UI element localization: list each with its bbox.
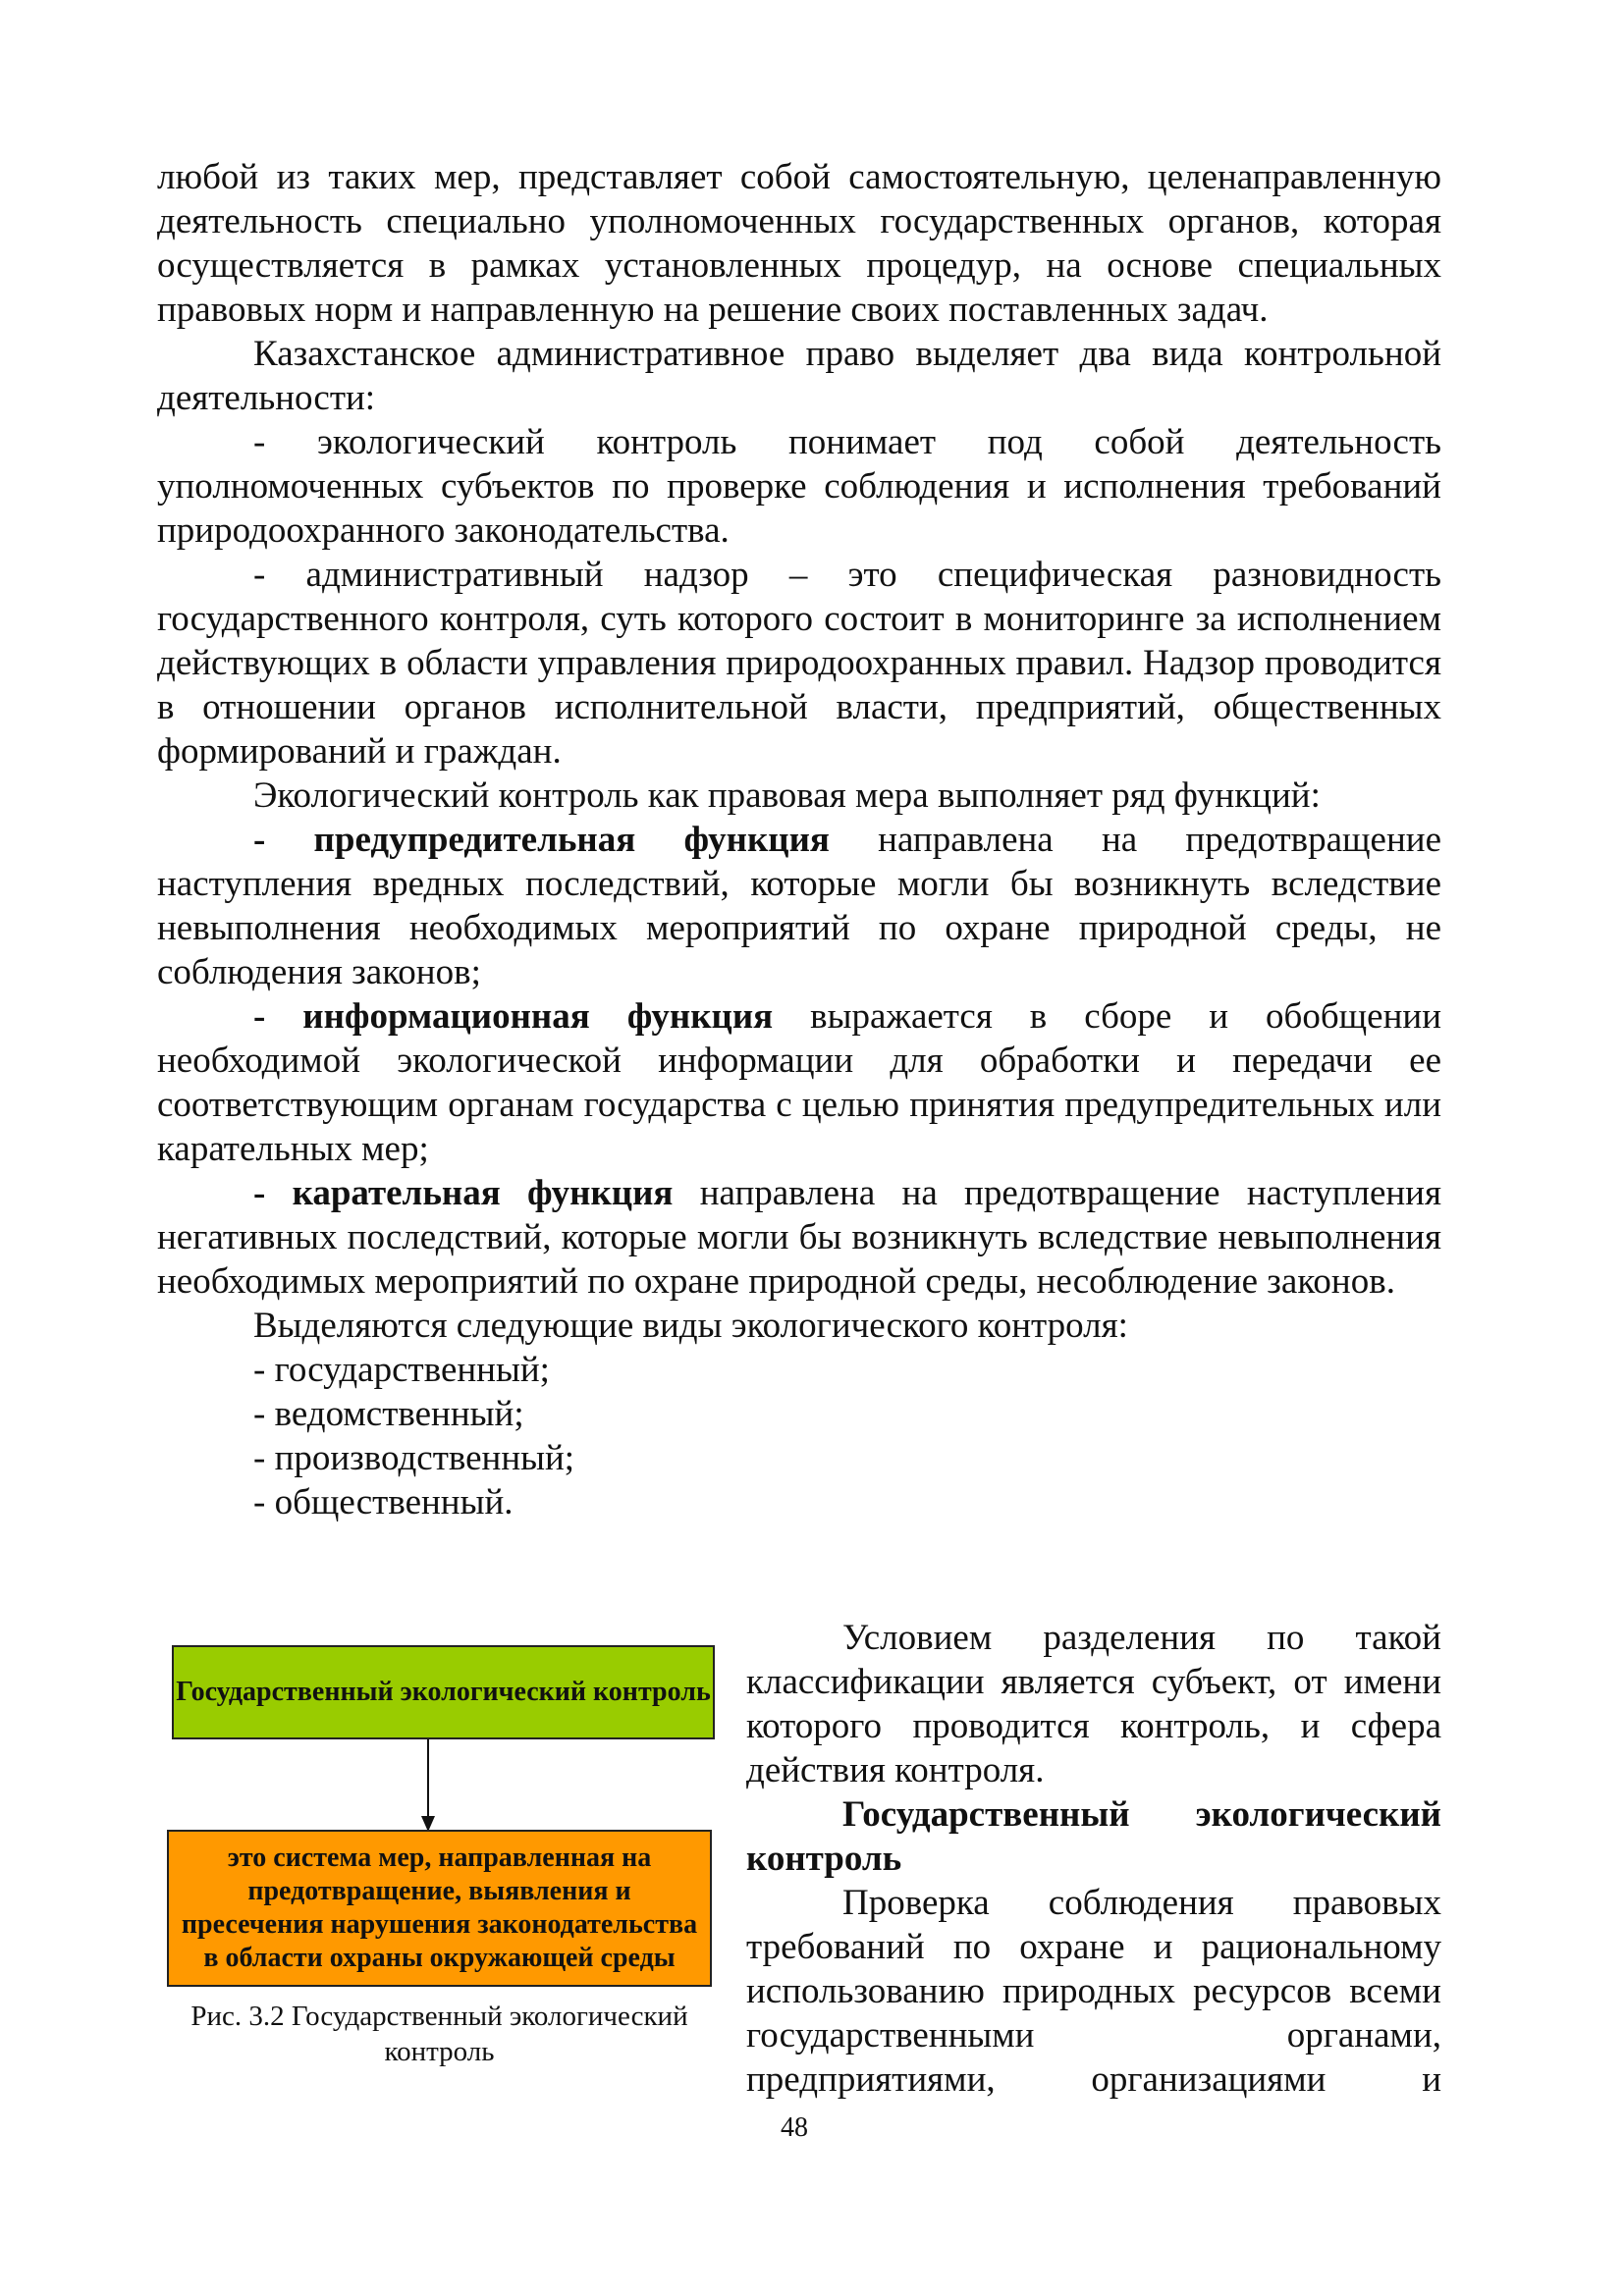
paragraph-intro: любой из таких мер, представляет собой самостоятельную, целенаправленную деятельность специально уполномоченных государственных органов, которая осуществляется в рамках установленных процедур, на основе специальных правовых норм и направленную на решение своих поставленных задач.: [157, 157, 1441, 330]
function-informational-text: выражается в сборе и обобщении необходимой экологической информации для обработки и передачи ее соответствующим органам государства с целью принятия предупредительных или карательных мер;: [157, 996, 1441, 1169]
figure-caption: Рис. 3.2 Государственный экологический контроль: [190, 2001, 688, 2067]
function-preventive-title: - предупредительная функция: [253, 820, 830, 860]
function-punitive: [157, 1171, 1441, 1304]
right-column: [746, 1616, 1441, 2102]
lower-section: [157, 1616, 1441, 2165]
paragraph-two-types: Казахстанское административное право выделяет два вида контрольной деятельности:: [157, 334, 1441, 418]
paragraph-types-intro: Выделяются следующие виды экологического контроля:: [253, 1306, 1128, 1346]
function-punitive-text: направлена на предотвращение наступления негативных последствий, которые могли бы возникнуть вследствие невыполнения необходимых мероприятий по охране природной среды, несоблюдение законов.: [157, 1173, 1441, 1302]
arrow-down-icon: [418, 1739, 438, 1832]
function-punitive-title: - карательная функция: [253, 1173, 674, 1213]
function-preventive: [157, 818, 1441, 994]
paragraph-ecological-control: - экологический контроль понимает под собой деятельность уполномоченных субъектов по проверке соблюдения и исполнения требований природоохранного законодательства.: [157, 422, 1441, 551]
section-heading: Государственный экологический контроль: [746, 1794, 1441, 1879]
figure-3-2: [157, 1616, 722, 2165]
function-informational: [157, 994, 1441, 1171]
function-informational-title: - информационная функция: [253, 996, 774, 1037]
list-item: - производственный;: [253, 1438, 575, 1478]
list-item: - государственный;: [253, 1350, 550, 1390]
diagram-box-state-control: Государственный экологический контроль: [172, 1645, 715, 1739]
page-number: 48: [781, 2112, 808, 2143]
page-body: [157, 155, 1441, 1524]
list-item: - общественный.: [253, 1482, 514, 1522]
function-preventive-text: направлена на предотвращение наступления вредных последствий, которые могли бы возникнуть вследствие невыполнения необходимых мероприятий по охране природной среды, не соблюдения законов;: [157, 820, 1441, 992]
types-list: [157, 1348, 1441, 1524]
paragraph-classification: Условием разделения по такой классификации является субъект, от имени которого проводится контроль, и сфера действия контроля.: [746, 1618, 1441, 1790]
paragraph-administrative-supervision: - административный надзор – это специфическая разновидность государственного контроля, суть которого состоит в мониторинге за исполнением действующих в области управления природоохранных правил. Надзор проводится в отношении органов исполнительной власти, предприятий, общественных формирований и граждан.: [157, 555, 1441, 772]
paragraph-verification: Проверка соблюдения правовых требований по охране и рациональному использованию природных ресурсов всеми государственными органами, предприятиями, организациями и: [746, 1883, 1441, 2100]
list-item: - ведомственный;: [253, 1394, 524, 1434]
paragraph-functions-intro: Экологический контроль как правовая мера выполняет ряд функций:: [253, 775, 1321, 816]
diagram-box-definition: это система мер, направленная на предотвращение, выявления и пресечения нарушения законодательства в области охраны окружающей среды: [167, 1830, 712, 1987]
